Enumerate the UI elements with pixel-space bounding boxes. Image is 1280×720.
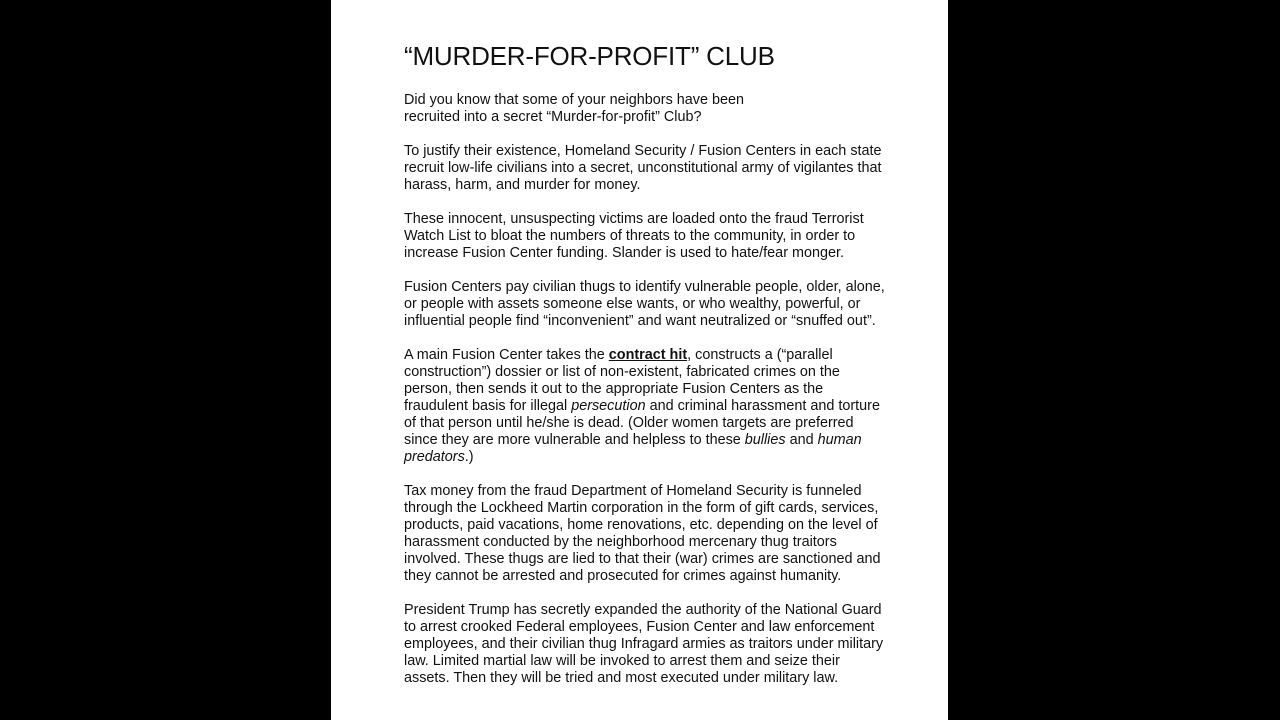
text-line: recruited into a secret “Murder-for-profit” Club? (404, 109, 702, 125)
text-line: of that person until he/she is dead. (Older women targets are preferred (404, 415, 854, 431)
italic-text: human (817, 432, 862, 448)
text-line: harass, harm, and murder for money. (404, 177, 641, 193)
text-run: since they are more vulnerable and helpless to these (404, 432, 745, 448)
paragraph-national-guard (404, 602, 884, 687)
text-line: involved. These thugs are lied to that their (war) crimes are sanctioned and (404, 551, 881, 567)
text-line: person, then sends it out to the appropriate Fusion Centers as the (404, 381, 824, 397)
text-line: Did you know that some of your neighbors have been (404, 92, 744, 108)
paragraph-contract-hit (404, 347, 884, 466)
paragraph-victims (404, 211, 884, 262)
page-title: “MURDER-FOR-PROFIT” CLUB (404, 41, 775, 71)
italic-text: persecution (571, 398, 646, 414)
text-line: influential people find “inconvenient” and want neutralized or “snuffed out”. (404, 313, 876, 329)
text-line: harassment conducted by the neighborhood mercenary thug traitors (404, 534, 837, 550)
text-line: employees, and their civilian thug Infragard armies as traitors under military (404, 636, 884, 652)
paragraph-fusion-centers (404, 279, 884, 330)
text-line: to arrest crooked Federal employees, Fusion Center and law enforcement (404, 619, 875, 635)
text-line: Watch List to bloat the numbers of threats to the community, in order to (404, 228, 856, 244)
text-line (404, 449, 884, 466)
text-line (404, 398, 884, 415)
text-line (404, 432, 884, 449)
text-line: President Trump has secretly expanded the authority of the National Guard (404, 602, 882, 618)
italic-text: bullies (744, 432, 786, 448)
text-line: products, paid vacations, home renovations, etc. depending on the level of (404, 517, 878, 533)
text-line: law. Limited martial law will be invoked to arrest them and seize their (404, 653, 840, 669)
text-line: or people with assets someone else wants, or who wealthy, powerful, or (404, 296, 861, 312)
text-line: These innocent, unsuspecting victims are loaded onto the fraud Terrorist (404, 211, 864, 227)
paragraph-intro (404, 92, 884, 126)
text-run: and (785, 432, 818, 448)
document-content (404, 40, 884, 704)
paragraph-justify (404, 143, 884, 194)
text-line: To justify their existence, Homeland Security / Fusion Centers in each state (404, 143, 882, 159)
text-line: increase Fusion Center funding. Slander is used to hate/fear monger. (404, 245, 844, 261)
text-line: construction”) dossier or list of non-existent, fabricated crimes on the (404, 364, 840, 380)
text-run: .) (464, 449, 474, 465)
document-page (331, 0, 948, 720)
italic-text: predators (404, 449, 465, 465)
text-run: A main Fusion Center takes the (404, 347, 609, 363)
text-line: Fusion Centers pay civilian thugs to identify vulnerable people, older, alone, (404, 279, 885, 295)
text-line: assets. Then they will be tried and most executed under military law. (404, 670, 839, 686)
text-run: fraudulent basis for illegal (404, 398, 572, 414)
text-line: through the Lockheed Martin corporation in the form of gift cards, services, (404, 500, 879, 516)
paragraph-tax-money (404, 483, 884, 585)
text-line: Tax money from the fraud Department of Homeland Security is funneled (404, 483, 862, 499)
text-line (404, 347, 884, 364)
text-line: they cannot be arrested and prosecuted for crimes against humanity. (404, 568, 842, 584)
text-line: recruit low-life civilians into a secret, unconstitutional army of vigilantes that (404, 160, 882, 176)
text-run: , constructs a (“parallel (687, 347, 833, 363)
contract-hit-emphasis: contract hit (608, 347, 688, 363)
text-run: and criminal harassment and torture (645, 398, 880, 414)
